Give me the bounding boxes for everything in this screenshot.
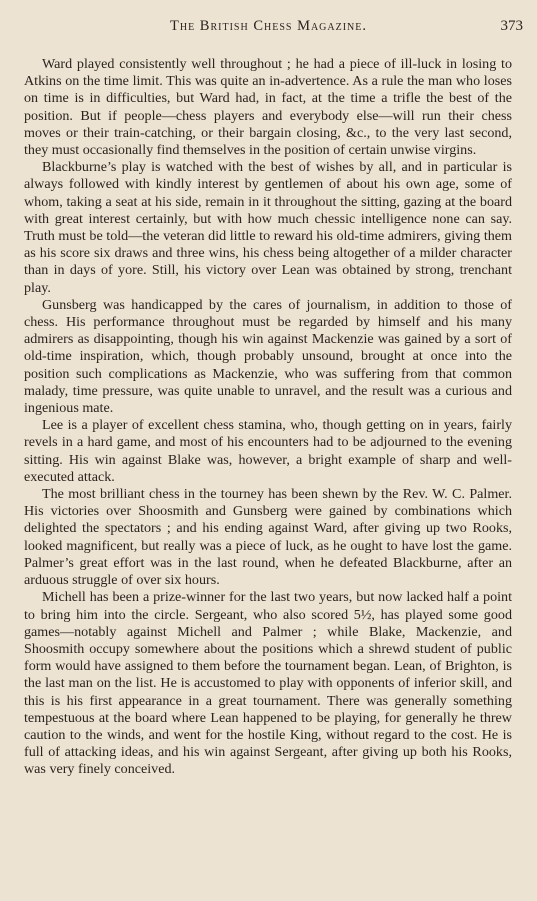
paragraph-gunsberg: Gunsberg was handicapped by the cares of journalism, in addition to those of chess. His performance throughout must be regarded by himself and his many admirers as disappointing, though his win against Mackenzie was gained by a sort of old-time inspiration, which, though probably unsound, brought at once into the position such complications as Mackenzie, who was suffering from that common malady, time pressure, was quite unable to unravel, and the result was a curious and ingenious mate. <box>24 296 512 417</box>
paragraph-palmer: The most brilliant chess in the tourney has been shewn by the Rev. W. C. Palmer. His victories over Shoosmith and Gunsberg were gained by combinations which delighted the spectators ; and his ending against Ward, after giving up two Rooks, looked magnificent, but really was a piece of luck, as he ought to have lost the game. Palmer’s great effort was in the last round, when he defeated Blackburne, after an arduous struggle of over six hours. <box>24 486 512 589</box>
paragraph-michell: Michell has been a prize-winner for the last two years, but now lacked half a point to bring him into the circle. Sergeant, who also scored 5½, has played some good games—notably against Michell and Palmer ; while Blake, Mackenzie, and Shoosmith occupy somewhere about the positions which a shrewd student of public form would have assigned to them before the tournament began. Lean, of Brighton, is the last man on the list. He is accustomed to play with opponents of inferior skill, and this is his first appearance in a great tournament. There was generally something tempestuous at the board where Lean happened to be playing, for generally he threw caution to the winds, and went for the hostile King, without regard to the cost. He is full of attacking ideas, and his win against Sergeant, after giving up both his Rooks, was very finely conceived. <box>24 589 512 778</box>
page-header <box>0 18 537 42</box>
paragraph-blackburne: Blackburne’s play is watched with the best of wishes by all, and in particular is always followed with kindly interest by gentlemen of about his own age, some of whom, taking a seat at his side, remain in it throughout the sitting, gazing at the board with great interest certainly, but with how much chessic intelligence none can say. Truth must be told—the veteran did little to reward his old-time admirers, giving them as his score six draws and three wins, his chess being altogether of a milder character than in days of yore. Still, his victory over Lean was obtained by strong, trenchant play. <box>24 159 512 296</box>
paragraph-lee: Lee is a player of excellent chess stamina, who, though getting on in years, fairly revels in a hard game, and most of his encounters had to be adjourned to the evening sitting. His win against Blake was, however, a bright example of sharp and well-executed attack. <box>24 417 512 485</box>
paragraph-ward: Ward played consistently well throughout ; he had a piece of ill-luck in losing to Atkins on the time limit. This was quite an in-advertence. As a rule the man who loses on time is in difficulties, but Ward had, in fact, at the time a trifle the best of the position. But if people—chess players and everybody else—will run their chess moves or their train-catching, or their bargain closing, &c., to the very last second, they must occasionally find themselves in the position of certain unwise virgins. <box>24 56 512 159</box>
page-number: 373 <box>500 18 523 34</box>
article-body <box>24 56 512 779</box>
running-title: The British Chess Magazine. <box>169 18 368 34</box>
